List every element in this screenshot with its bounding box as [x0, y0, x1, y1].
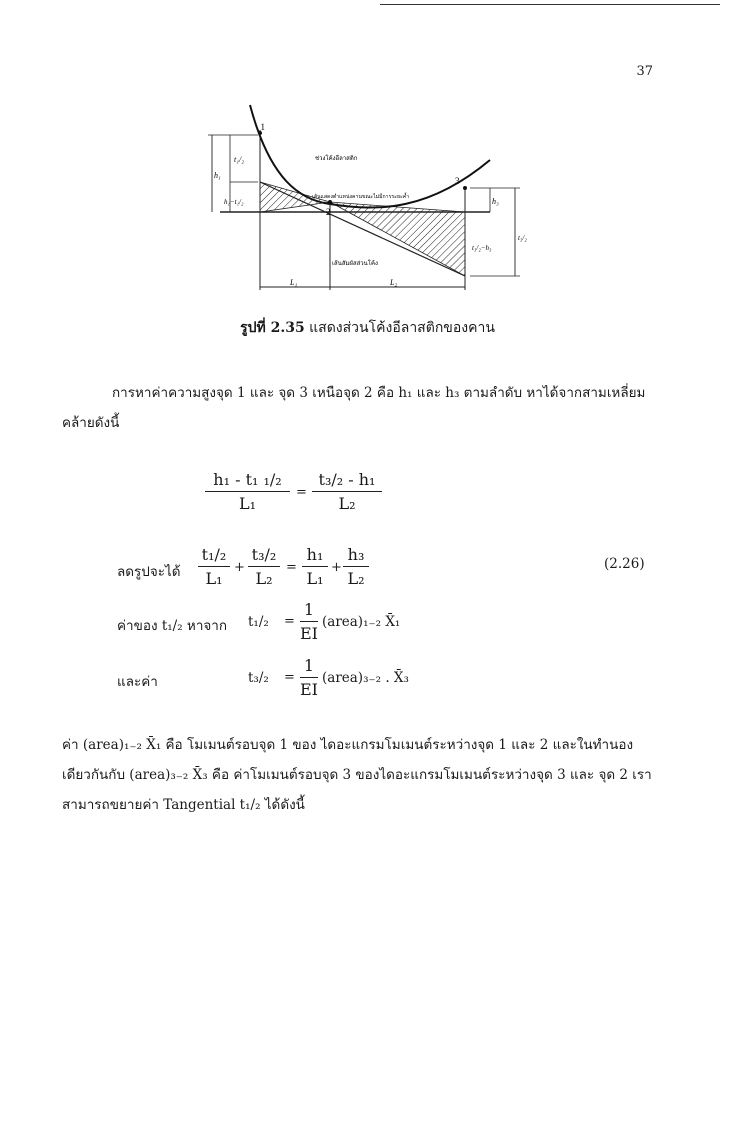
figure-caption — [0, 317, 735, 339]
eq4-frac-den: EI — [300, 680, 318, 699]
eq4-fraction — [300, 656, 318, 699]
paragraph-2: ค่า (area)₁₋₂ X̄₁ คือ โมเมนต์รอบจุด 1 ของ ไดอะแกรมโมเมนต์ระหว่างจุด 1 และ 2 และในทำนองเดียวกันกับ (area)₃₋₂ X̄₃ คือ ค่าโมเมนต์รอบจุด 3 ของไดอะแกรมโมเมนต์ระหว่างจุด 3 และ จุด 2 เราสามารถขยายค่า Tangential t₁/₂ ได้ดังนี้ — [62, 737, 652, 813]
paragraph-1: การหาค่าความสูงจุด 1 และ จุด 3 เหนือจุด 2 คือ h₁ และ h₃ ตามลำดับ หาได้จากสามเหลี่ยมคล้ายดังนี้ — [62, 385, 646, 431]
point-3 — [463, 186, 467, 190]
fig-tangent-label: เส้นสัมผัสส่วนโค้ง — [332, 260, 378, 267]
eq2-frac-d — [343, 545, 369, 588]
eq3-rest: (area)₁₋₂ X̄₁ — [322, 614, 401, 630]
eq2-d-num: h₃ — [347, 545, 365, 564]
fig-chord-label: เส้นแสดงตำแหน่งคานขณะไม่มีการระยะค้ำ — [312, 194, 410, 200]
fig-label-t32: t₃/₂ — [518, 234, 527, 242]
fig-label-p2: 2 — [326, 207, 331, 217]
eq2-frac-b — [248, 545, 280, 588]
eq2-b-num: t₃/₂ — [251, 545, 277, 564]
eq4-frac-num: 1 — [303, 656, 315, 675]
eq2-c-num: h₁ — [306, 545, 324, 564]
caption-number: รูปที่ 2.35 — [240, 320, 305, 336]
eq2-c-den: L₁ — [306, 569, 324, 588]
fig-label-L2: L₂ — [390, 278, 398, 287]
caption-text: แสดงส่วนโค้งอีลาสติกของคาน — [309, 320, 495, 336]
eq2-a-den: L₁ — [205, 569, 223, 588]
eq1-rhs-fraction — [312, 470, 382, 513]
equation-number: (2.26) — [604, 556, 645, 572]
point-2 — [328, 200, 332, 204]
figure-svg — [200, 100, 540, 300]
eq1-lhs-num: h₁ - t₁ ₁/₂ — [213, 470, 282, 489]
eq2-plus-2: + — [331, 560, 342, 575]
eq1-rhs-num: t₃/₂ - h₁ — [318, 470, 376, 489]
eq3-fraction — [300, 600, 318, 643]
fig-label-p1: 1 — [260, 122, 265, 132]
eq2-a-num: t₁/₂ — [201, 545, 227, 564]
elastic-curve-figure — [200, 100, 540, 300]
eq1-equals: = — [296, 485, 307, 500]
eq2-label: ลดรูปจะได้ — [117, 564, 181, 580]
eq4-equals: = — [284, 670, 295, 685]
eq2-frac-a — [198, 545, 230, 588]
eq1-lhs-den: L₁ — [238, 494, 257, 513]
eq3-lhs: t₁/₂ — [248, 614, 269, 630]
fig-label-L1: L₁ — [290, 278, 298, 287]
eq4-label: และค่า — [117, 674, 158, 690]
fig-label-t32-h3: t₃/₂−h₃ — [472, 244, 492, 252]
fig-curve-label: ช่วงโค้งอีลาสติก — [315, 155, 358, 162]
eq3-label: ค่าของ t₁/₂ หาจาก — [117, 618, 228, 634]
eq2-b-den: L₂ — [255, 569, 273, 588]
eq1-lhs-fraction — [205, 470, 290, 513]
top-rule — [380, 4, 720, 5]
eq1-rhs-den: L₂ — [338, 494, 356, 513]
eq4-rest: (area)₃₋₂ . X̄₃ — [322, 670, 409, 686]
eq3-frac-num: 1 — [303, 600, 315, 619]
eq2-equals: = — [286, 560, 297, 575]
fig-label-h1: h₁ — [214, 171, 221, 180]
eq4-lhs: t₃/₂ — [248, 670, 269, 686]
fig-label-h1-t12: h₁−t₁/₂ — [224, 198, 244, 206]
page-number: 37 — [636, 64, 653, 79]
eq3-equals: = — [284, 614, 295, 629]
fig-label-p3: 3 — [455, 176, 460, 186]
eq3-frac-den: EI — [300, 624, 318, 643]
eq2-frac-c — [302, 545, 328, 588]
fig-label-h3: h₃ — [492, 197, 499, 206]
eq2-plus-1: + — [234, 560, 245, 575]
fig-label-t12: t₁/₂ — [234, 155, 245, 164]
eq2-d-den: L₂ — [347, 569, 365, 588]
